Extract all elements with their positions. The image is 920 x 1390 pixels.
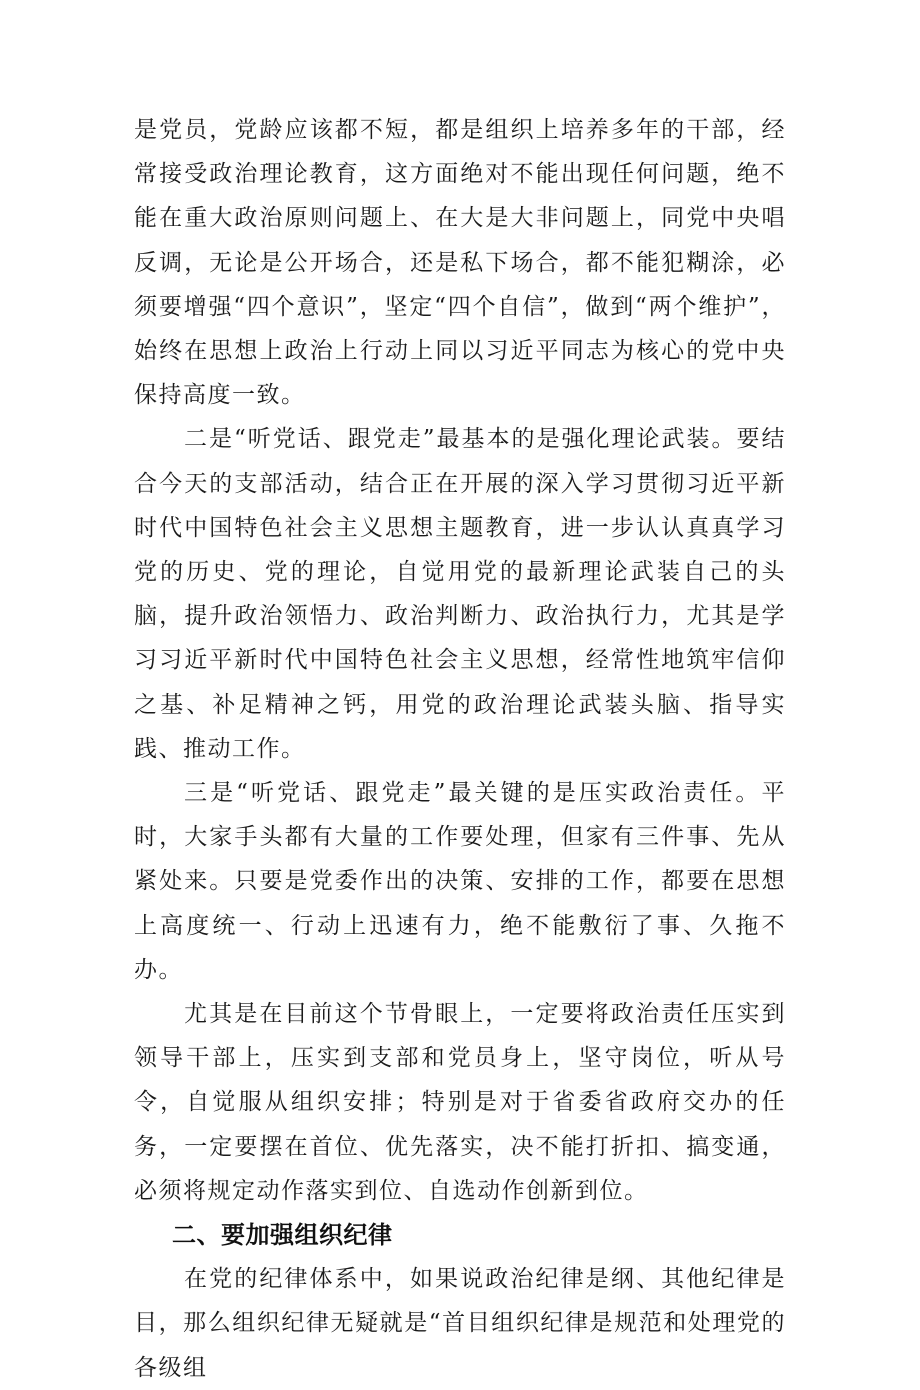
paragraph-point-three: 三是“听党话、跟党走”最关键的是压实政治责任。平时，大家手头都有大量的工作要处理，但家有三件事、先从紧处来。只要是党委作出的决策、安排的工作，都要在思想上高度统一、行动上迅速有力，绝不能敷衍了事、久拖不办。 — [134, 780, 786, 983]
paragraph-especially: 尤其是在目前这个节骨眼上，一定要将政治责任压实到领导干部上，压实到支部和党员身上，坚守岗位，听从号令，自觉服从组织安排；特别是对于省委省政府交办的任务，一定要摆在首位、优先落实，决不能打折扣、搞变通，必须将规定动作落实到位、自选动作创新到位。 — [134, 1001, 786, 1204]
paragraph-point-two: 二是“听党话、跟党走”最基本的是强化理论武装。要结合今天的支部活动，结合正在开展的深入学习贯彻习近平新时代中国特色社会主义思想主题教育，进一步认认真真学习党的历史、党的理论，自觉用党的最新理论武装自己的头脑，提升政治领悟力、政治判断力、政治执行力，尤其是学习习近平新时代中国特色社会主义思想，经常性地筑牢信仰之基、补足精神之钙，用党的政治理论武装头脑、指导实践、推动工作。 — [134, 426, 786, 762]
paragraph-continued: 是党员，党龄应该都不短，都是组织上培养多年的干部，经常接受政治理论教育，这方面绝对不能出现任何问题，绝不能在重大政治原则问题上、在大是大非问题上，同党中央唱反调，无论是公开场合，还是私下场合，都不能犯糊涂，必须要增强“四个意识”，坚定“四个自信”，做到“两个维护”，始终在思想上政治上行动上同以习近平同志为核心的党中央保持高度一致。 — [134, 117, 786, 409]
document-body — [134, 108, 786, 1390]
paragraph-discipline: 在党的纪律体系中，如果说政治纪律是纲、其他纪律是目，那么组织纪律无疑就是“首目组织纪律是规范和处理党的各级组 — [134, 1266, 786, 1381]
section-heading: 二、要加强组织纪律 — [172, 1221, 393, 1250]
